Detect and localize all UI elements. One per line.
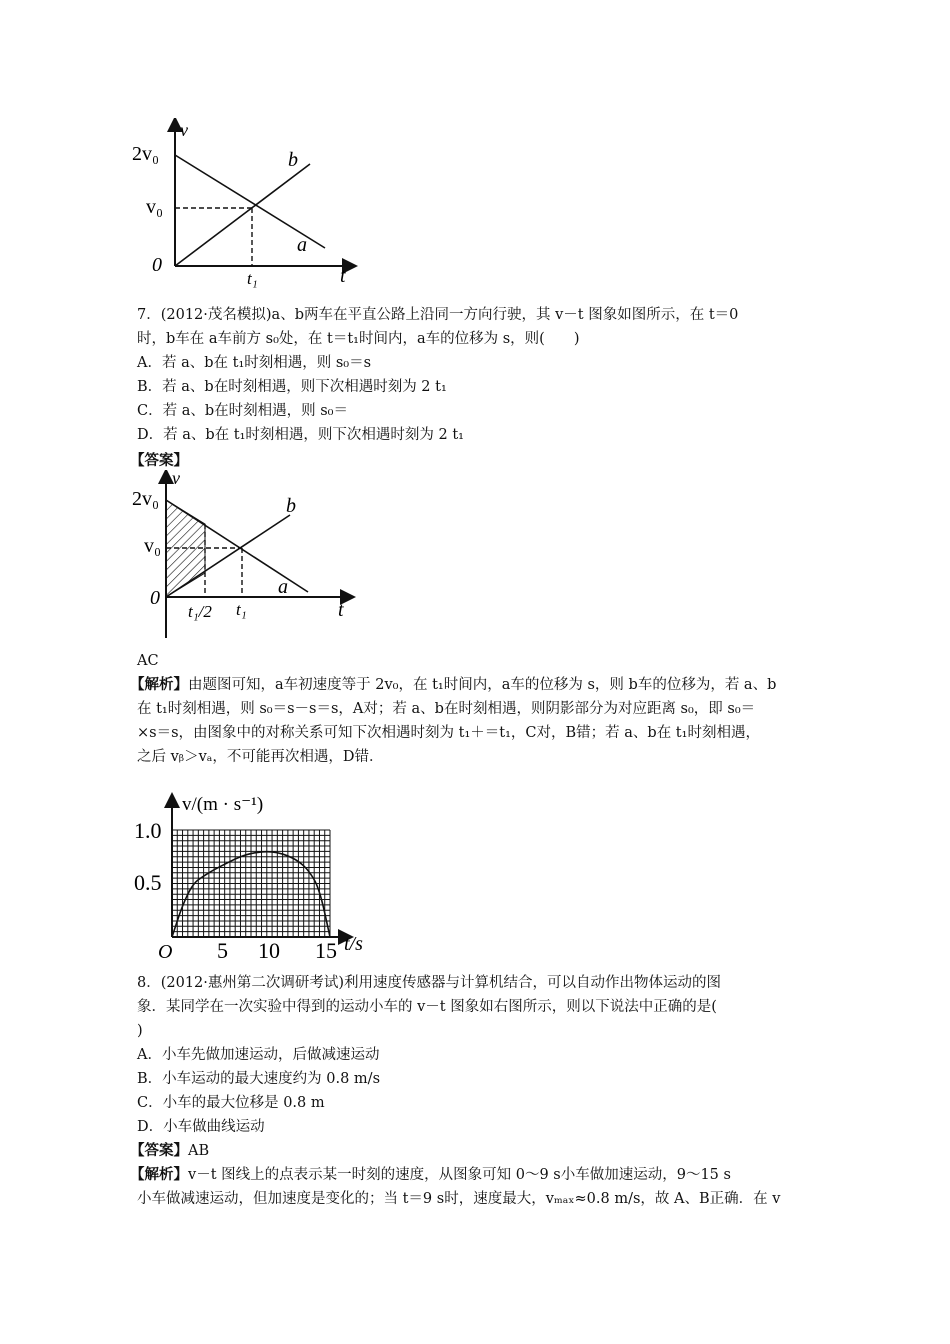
q7-line-1: 7．(2012·茂名模拟)a、b两车在平直公路上沿同一方向行驶，其 v－t 图象如图所示，在 t＝0 [137,307,739,323]
figure-2-vt-graph-shaded [130,470,360,642]
q8-analysis-label: 【解析】 [130,1166,188,1183]
line-a-label: a [278,576,288,598]
x-axis-label: t/s [344,933,363,955]
line-b-label: b [286,495,296,517]
q8-line-3: ) [137,1023,143,1039]
q7-analysis-line-3: ×s＝s，由图象中的对称关系可知下次相遇时刻为 t₁＋＝t₁，C对，B错；若 a、b在 t₁时刻相遇， [137,725,760,741]
q8-option-b: B．小车运动的最大速度约为 0.8 m/s [137,1071,381,1087]
x-axis-label: t [340,265,346,287]
origin-label: O [158,941,173,963]
q8-analysis-line-2: 小车做减速运动，但加速度是变化的；当 t＝9 s时，速度最大，vₘₐₓ≈0.8 m/s，故 A、B正确．在 v [137,1191,781,1207]
y-tick-2v0: 2v₀ [132,488,159,510]
x-tick-t1: t₁ [247,269,258,288]
q7-analysis-text-1: 由题图可知，a车初速度等于 2v₀，在 t₁时间内，a车的位移为 s，则 b车的位移为，若 a、b [188,677,777,693]
x-tick-5: 5 [217,938,228,963]
q8-option-c: C．小车的最大位移是 0.8 m [137,1095,325,1111]
q7-option-a: A．若 a、b在 t₁时刻相遇，则 s₀＝s [137,355,372,371]
y-tick-2v0: 2v₀ [132,143,159,165]
y-axis-label: v/(m · s⁻¹) [182,794,264,815]
q8-analysis-text-1: v－t 图线上的点表示某一时刻的速度，从图象可知 0～9 s小车做加速运动，9～15 s [188,1167,731,1183]
q7-answer-label: 【答案】 [130,452,188,469]
figure-3-velocity-chart [130,790,400,965]
q7-analysis-line-4: 之后 vᵦ＞vₐ，不可能再次相遇，D错． [137,749,384,765]
q8-answer-line [130,1139,820,1163]
q8-analysis-line-1 [130,1163,820,1187]
x-tick-half-t1: t₁/2 [188,602,212,621]
y-tick-v0: v₀ [144,535,161,557]
q7-answer: AC [137,653,159,669]
y-tick-0: 0 [150,587,160,609]
line-b-label: b [288,149,298,171]
q7-analysis-label: 【解析】 [130,676,188,693]
q8-option-d: D．小车做曲线运动 [137,1119,265,1135]
y-axis-label: v [180,120,188,140]
q8-answer: AB [188,1143,210,1159]
q7-line-2: 时，b车在 a车前方 s₀处，在 t＝t₁时间内，a车的位移为 s，则( ) [137,331,580,347]
y-tick-v0: v₀ [146,196,163,218]
q7-option-c: C．若 a、b在时刻相遇，则 s₀＝ [137,403,348,419]
line-b [175,164,310,266]
q7-analysis-line-2: 在 t₁时刻相遇，则 s₀＝s－s＝s，A对；若 a、b在时刻相遇，则阴影部分为对应距离 s₀，即 s₀＝ [137,701,756,717]
figure-1-vt-graph [130,118,360,288]
y-tick-0: 0 [152,254,162,276]
q8-option-a: A．小车先做加速运动，后做减速运动 [137,1047,380,1063]
y-axis-label: v [172,470,180,488]
line-a-label: a [297,234,307,256]
x-tick-10: 10 [258,938,280,963]
q8-answer-label: 【答案】 [130,1142,188,1159]
q7-analysis-line-1 [130,673,820,697]
x-axis-label: t [338,599,344,621]
q8-line-2: 象．某同学在一次实验中得到的运动小车的 v－t 图象如右图所示，则以下说法中正确的是( [137,999,717,1015]
y-tick-1: 1.0 [134,818,162,843]
y-tick-05: 0.5 [134,870,162,895]
x-tick-15: 15 [315,938,337,963]
q8-line-1: 8．(2012·惠州第二次调研考试)利用速度传感器与计算机结合，可以自动作出物体运动的图 [137,975,722,991]
q7-option-b: B．若 a、b在时刻相遇，则下次相遇时刻为 2 t₁ [137,379,447,395]
chart-grid [172,830,330,937]
x-tick-t1: t₁ [236,600,247,619]
q7-option-d: D．若 a、b在 t₁时刻相遇，则下次相遇时刻为 2 t₁ [137,427,464,443]
